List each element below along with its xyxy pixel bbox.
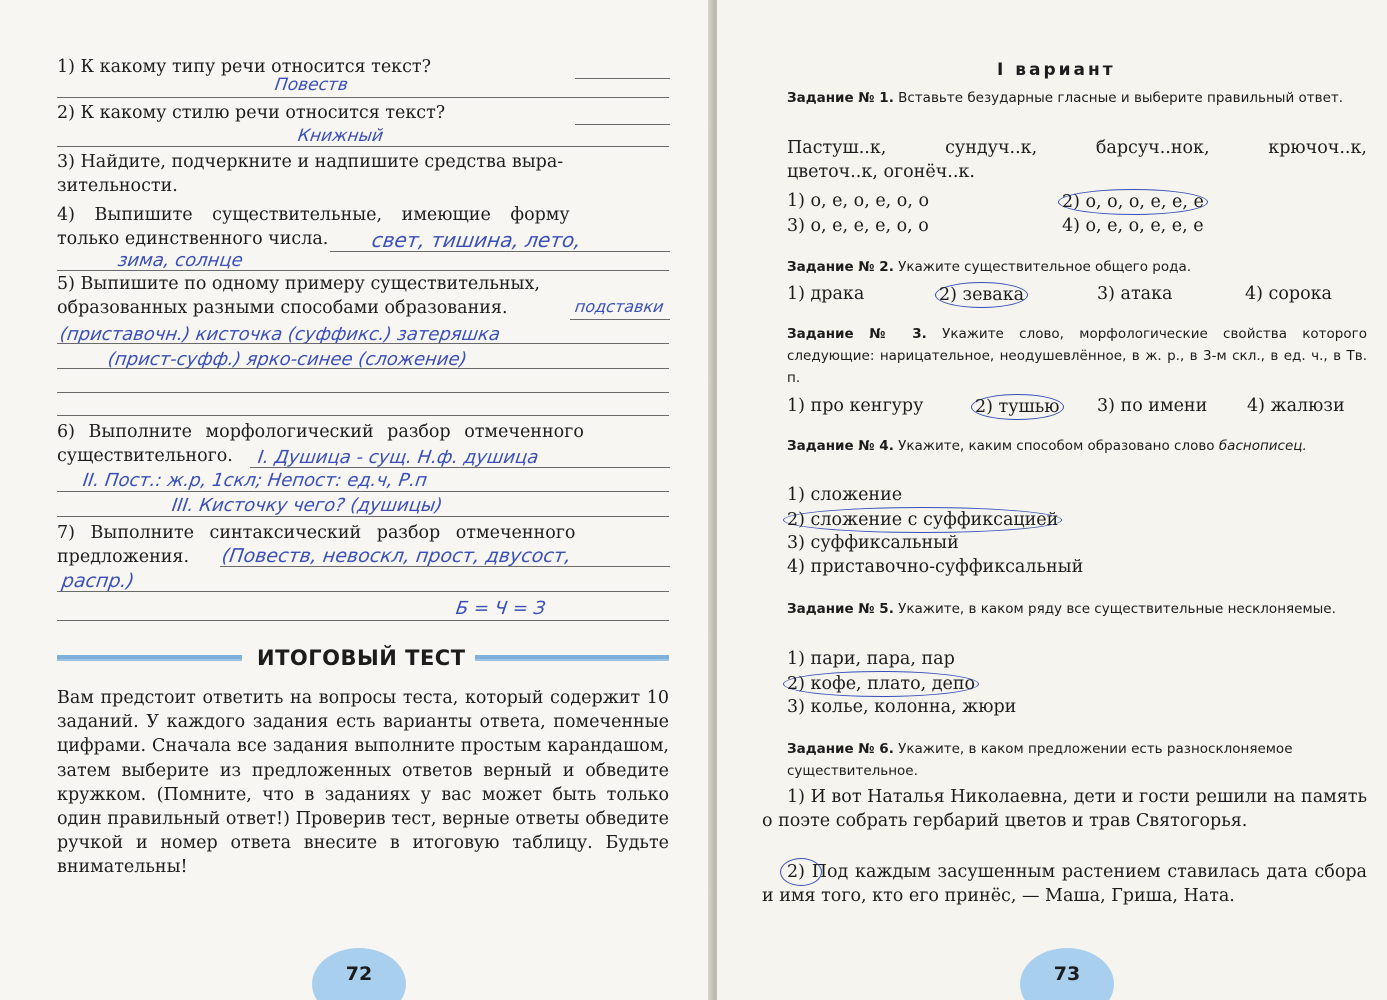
answer-5-line-2: (приставочн.) кисточка (суффикс.) затеряшка (58, 324, 502, 345)
answer-7-line-2: распр.) (60, 570, 136, 592)
answer-4-line-1: свет, тишина, лето, (370, 228, 583, 252)
task-6-option-1: 1) И вот Наталья Николаевна, дети и гости решили на память о поэте собрать гербарий цветов и трав Святогорья. (762, 787, 1367, 831)
task-3-option-4: 4) жалюзи (1247, 396, 1345, 416)
answer-5-line-3: (прист-суфф.) ярко-синее (сложение) (106, 349, 469, 370)
task-1-prompt: Задание № 1. Вставьте безударные гласные и выберите правильный ответ. (787, 90, 1344, 106)
task-5-option-3: 3) колье, колонна, жюри (787, 697, 1017, 717)
answer-circle: 2) тушью (971, 394, 1064, 420)
page-number-left: 72 (312, 948, 406, 1000)
answer-circle: 2) о, о, о, е, е, е (1058, 189, 1208, 215)
variant-title: I вариант (997, 60, 1116, 80)
answer-6-line-2: II. Пост.: ж.р, 1скл; Непост: ед.ч, Р.п (81, 470, 429, 491)
title-bar-left (57, 655, 242, 661)
task-3-option-3: 3) по имени (1097, 396, 1208, 416)
task-5-option-2 (787, 671, 979, 697)
answer-circle: 2) сложение с суффиксацией (783, 507, 1062, 533)
answer-6-line-1: I. Душица - сущ. Н.ф. душица (256, 447, 540, 468)
answer-7-scheme: Б = Ч = З (454, 598, 547, 619)
task-3-option-1: 1) про кенгуру (787, 396, 924, 416)
task-1-words-line-2: цветоч..к, огонёч..к. (787, 162, 975, 182)
question-2: 2) К какому стилю речи относится текст? (57, 103, 446, 123)
answer-circle (780, 858, 822, 886)
page-number-right: 73 (1020, 948, 1114, 1000)
answer-7-line-1: (Повеств, невоскл, прост, двусост, (220, 545, 573, 567)
answer-1: Повеств (273, 75, 350, 95)
task-1-words-line-1: Пастуш..к, сундуч..к, барсуч..нок, крючоч..к, (787, 138, 1367, 158)
question-1: 1) К какому типу речи относится текст? (57, 57, 431, 77)
task-3-option-2 (975, 394, 1064, 420)
answer-6-line-3: III. Кисточку чего? (душицы) (170, 495, 444, 516)
question-7: 7) Выполните синтаксический разбор отмеченного предложения. (57, 523, 576, 567)
task-6-option-2: 2) Под каждым засушенным растением ставилась дата сбора и имя того, кто его принёс, — Маша, Гриша, Ната. (762, 862, 1367, 906)
right-page (717, 0, 1387, 1000)
task-6-prompt: Задание № 6. Укажите, в каком предложении есть разносклоняемое существительное. (787, 741, 1293, 779)
question-6: 6) Выполните морфологический разбор отмеченного существительного. (57, 422, 584, 466)
task-5-prompt: Задание № 5. Укажите, в каком ряду все существительные несклоняемые. (787, 601, 1336, 617)
test-instructions: Вам предстоит ответить на вопросы теста, который содержит 10 заданий. У каждого задания есть варианты ответа, помеченные цифрами. Сначала все задания выполните простым карандашом, затем выберите из предложенных ответов верный и обведите кружком. (Помните, что в заданиях у вас может быть только один правильный ответ!) Проверив тест, верные ответы обведите ручкой и номер ответа внесите в итоговую таблицу. Будьте внимательны! (57, 688, 669, 878)
task-1-option-3: 3) о, е, е, е, о, о (787, 216, 929, 236)
task-5-option-1: 1) пари, пара, пар (787, 649, 955, 669)
task-4-option-2 (787, 507, 1062, 533)
answer-5-line-1: подставки (573, 297, 666, 316)
answer-circle: 2) зевака (935, 282, 1028, 308)
task-1-option-4: 4) о, е, о, е, е, е (1062, 216, 1204, 236)
answer-2: Книжный (296, 126, 385, 146)
task-4-option-4: 4) приставочно-суффиксальный (787, 557, 1084, 577)
task-2-option-4: 4) сорока (1245, 284, 1332, 304)
question-3: 3) Найдите, подчеркните и надпишите средства выра- зительности. (57, 152, 564, 196)
title-bar-right (475, 655, 669, 661)
task-4-option-3: 3) суффиксальный (787, 533, 959, 553)
task-2-option-3: 3) атака (1097, 284, 1173, 304)
task-4-prompt: Задание № 4. Укажите, каким способом образовано слово баснописец. (787, 438, 1307, 454)
answer-4-line-2: зима, солнце (116, 250, 245, 271)
task-1-option-2 (1062, 189, 1208, 215)
task-3-prompt: Задание № 3. Укажите слово, морфологические свойства которого следующие: нарицательное, неодушевлённое, в ж. р., в 3-м скл., в ед. ч., в Тв. п. (787, 326, 1367, 386)
question-4: 4) Выпишите существительные, имеющие форму только единственного числа. (57, 205, 570, 249)
task-1-option-1: 1) о, е, о, е, о, о (787, 191, 930, 211)
answer-circle: 2) кофе, плато, депо (783, 671, 979, 697)
question-5: 5) Выпишите по одному примеру существительных, образованных разными способами образования. (57, 274, 540, 318)
task-2-prompt: Задание № 2. Укажите существительное общего рода. (787, 259, 1192, 275)
section-title-row (57, 646, 669, 676)
section-title: ИТОГОВЫЙ ТЕСТ (257, 646, 466, 670)
task-2-option-2 (939, 282, 1028, 308)
task-4-option-1: 1) сложение (787, 485, 903, 505)
task-2-option-1: 1) драка (787, 284, 865, 304)
